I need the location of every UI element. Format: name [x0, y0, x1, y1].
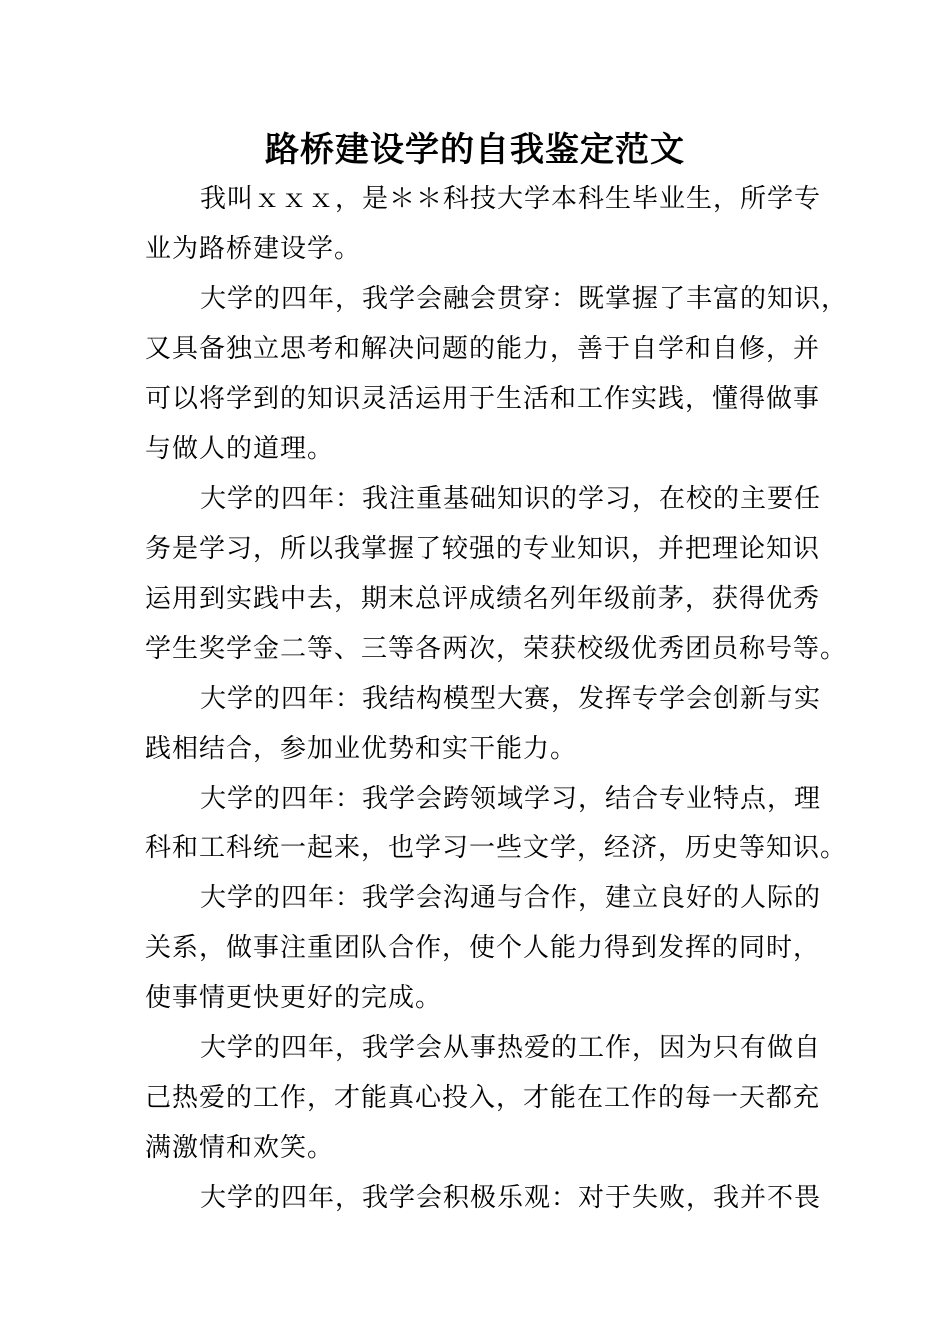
paragraph-3-line-1: 大学的四年：我注重基础知识的学习，在校的主要任	[200, 484, 822, 514]
paragraph-2-line-1: 大学的四年，我学会融会贯穿：既掌握了丰富的知识，	[200, 284, 849, 314]
paragraph-2-line-2: 又具备独立思考和解决问题的能力，善于自学和自修，并	[145, 334, 821, 364]
paragraph-3-line-2: 务是学习，所以我掌握了较强的专业知识，并把理论知识	[145, 534, 821, 564]
paragraph-2-line-4: 与做人的道理。	[145, 434, 335, 464]
paragraph-6-line-3: 使事情更快更好的完成。	[145, 983, 443, 1013]
paragraph-1-line-1: 我叫ｘｘｘ，是＊＊科技大学本科生毕业生，所学专	[200, 184, 822, 214]
paragraph-4-line-2: 践相结合，参加业优势和实干能力。	[145, 734, 578, 764]
paragraph-5-line-2: 科和工科统一起来，也学习一些文学，经济，历史等知识。	[145, 833, 848, 863]
paragraph-7-line-1: 大学的四年，我学会从事热爱的工作，因为只有做自	[200, 1033, 822, 1063]
paragraph-5-line-1: 大学的四年：我学会跨领域学习，结合专业特点，理	[200, 784, 822, 814]
paragraph-3-line-3: 运用到实践中去，期末总评成绩名列年级前茅，获得优秀	[145, 584, 821, 614]
paragraph-4-line-1: 大学的四年：我结构模型大赛，发挥专学会创新与实	[200, 684, 822, 714]
paragraph-8-line-1: 大学的四年，我学会积极乐观：对于失败，我并不畏	[200, 1183, 822, 1213]
document-title: 路桥建设学的自我鉴定范文	[265, 130, 685, 170]
paragraph-6-line-2: 关系，做事注重团队合作，使个人能力得到发挥的同时，	[145, 933, 821, 963]
paragraph-6-line-1: 大学的四年：我学会沟通与合作，建立良好的人际的	[200, 883, 822, 913]
paragraph-7-line-3: 满激情和欢笑。	[145, 1133, 335, 1163]
paragraph-3-line-4: 学生奖学金二等、三等各两次，荣获校级优秀团员称号等。	[145, 634, 848, 664]
paragraph-1-line-2: 业为路桥建设学。	[145, 234, 362, 264]
paragraph-2-line-3: 可以将学到的知识灵活运用于生活和工作实践，懂得做事	[145, 384, 821, 414]
paragraph-7-line-2: 己热爱的工作，才能真心投入，才能在工作的每一天都充	[145, 1083, 821, 1113]
